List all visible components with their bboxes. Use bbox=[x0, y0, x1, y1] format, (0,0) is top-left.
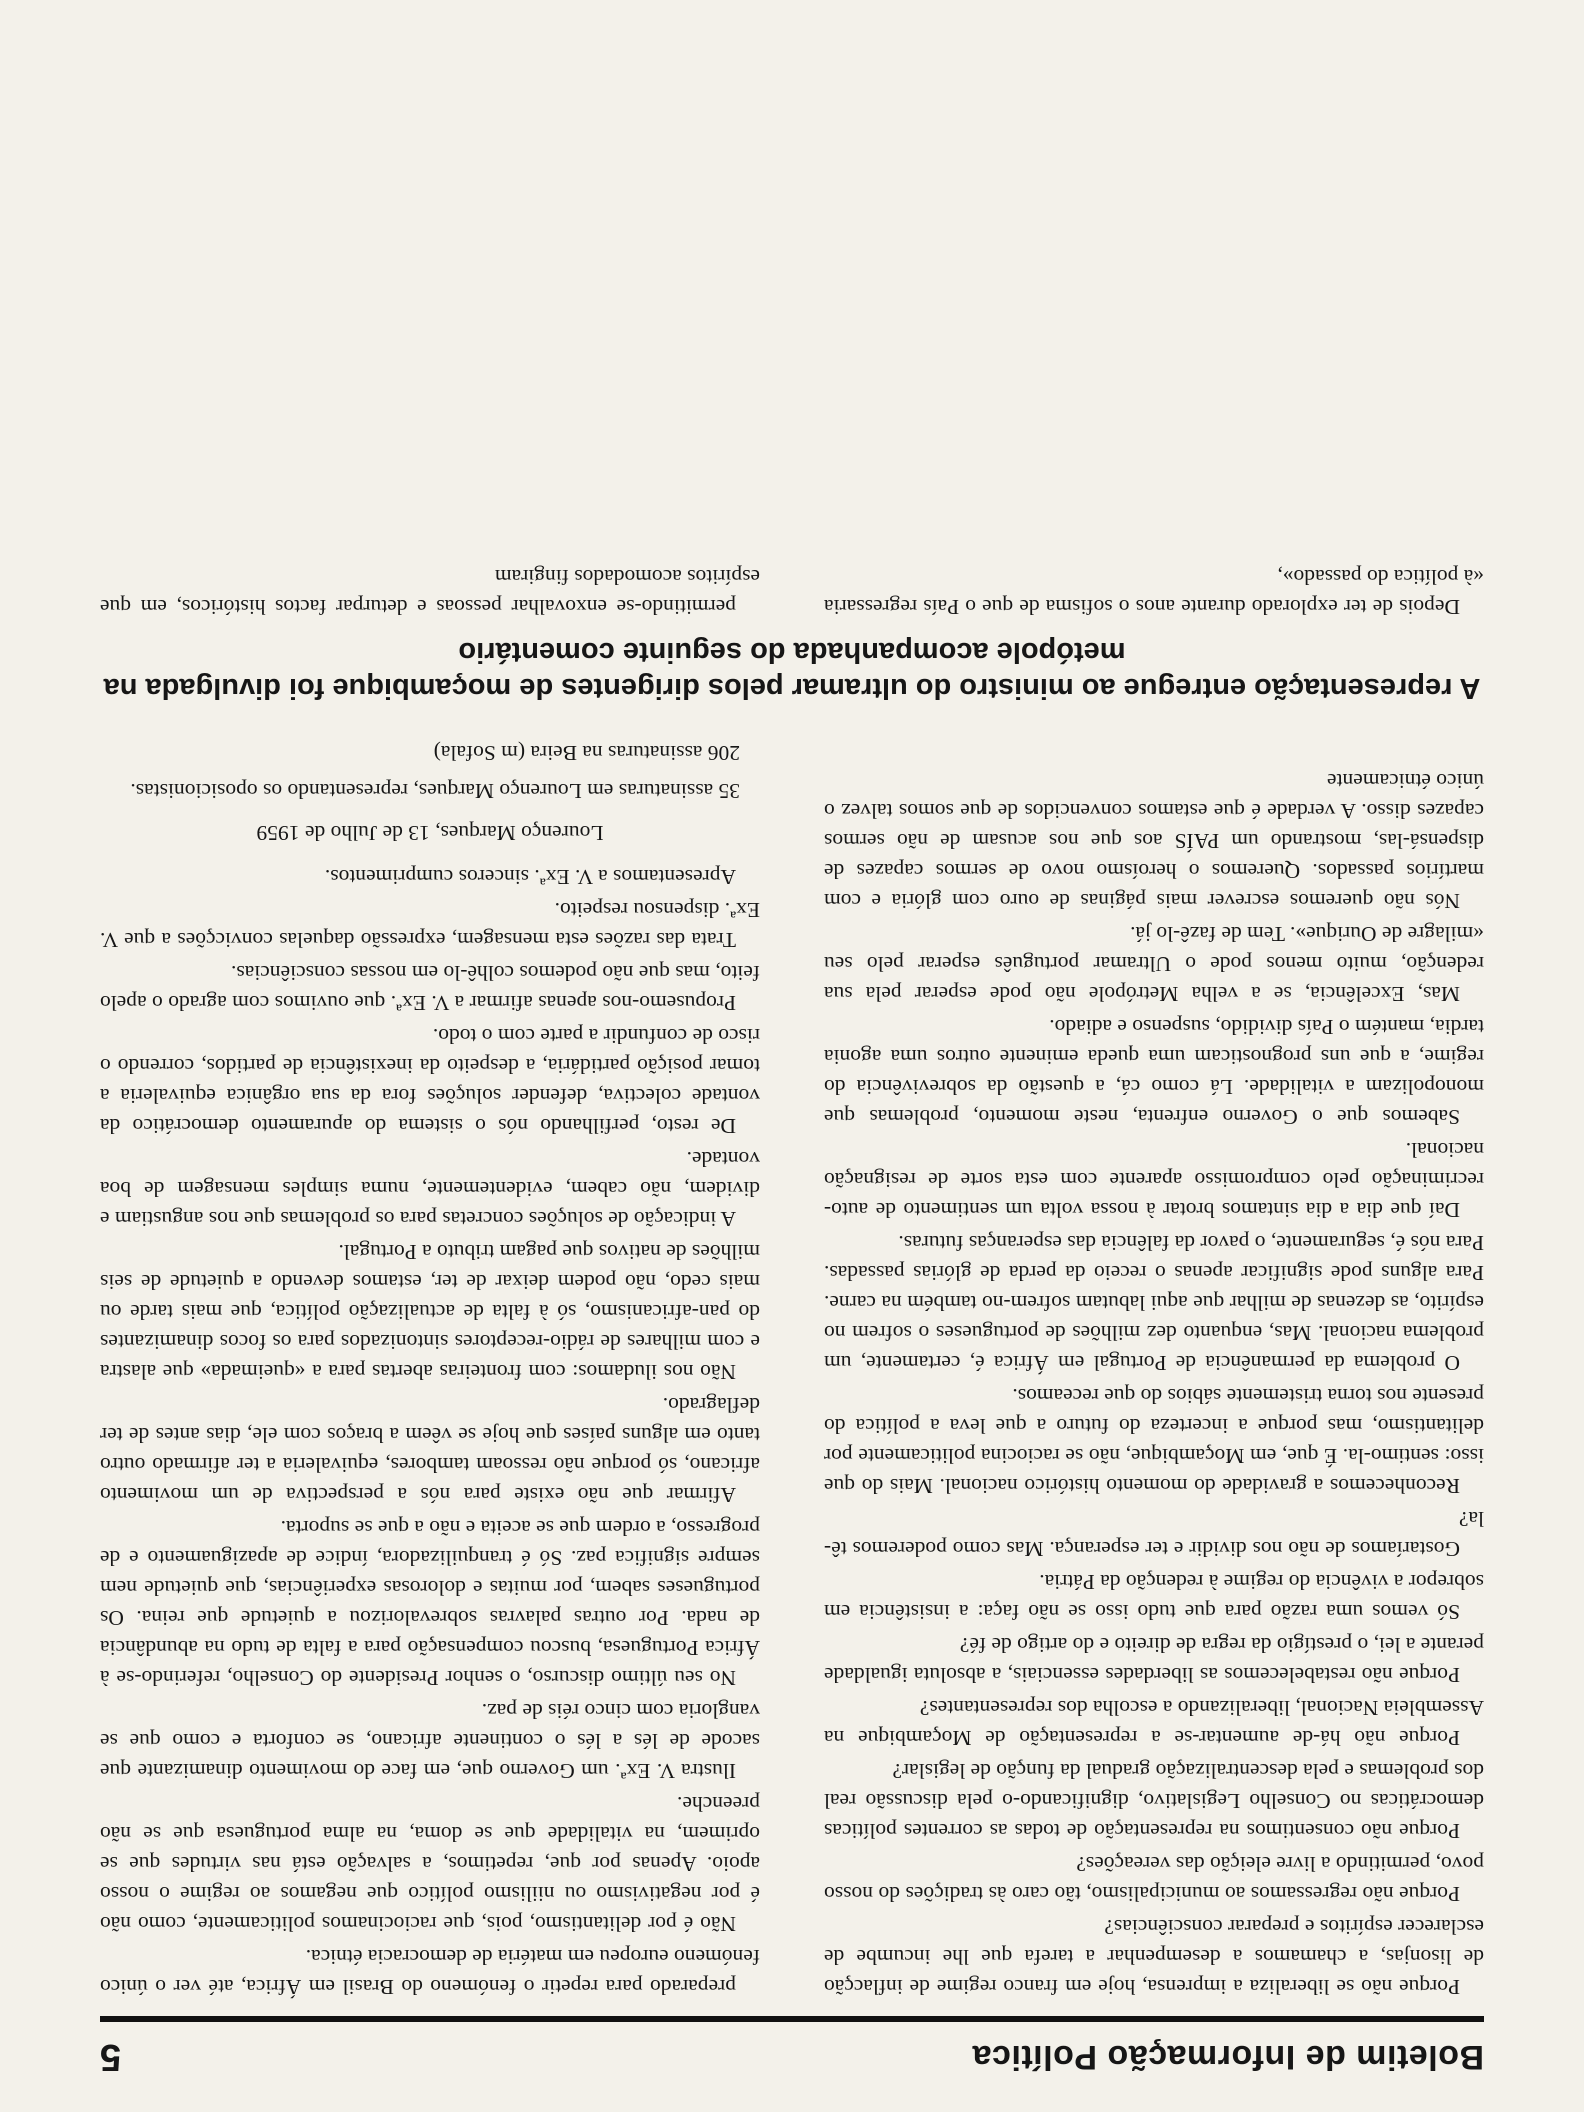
signatures-note: 206 assinaturas na Beira (m Sofala) bbox=[433, 741, 740, 765]
paragraph: No seu último discurso, o senhor Presidente do Conselho, referindo-se à África Portuguesa, buscou compensação para a falta de tudo na abundância de nada. Por outras palavras sobrevalorizou a quietude que reina. Os portugueses sabem, por muitas e dolorosas experiências, que quietude nem sempre significa paz. Só é tranquilizadora, índice de apaziguamento e de progresso, a ordem que se aceita e não a que se suporta. bbox=[100, 1516, 760, 1690]
right-column bbox=[100, 730, 760, 2002]
paragraph: O problema da permanência de Portugal em África é, certamente, um problema nacional. Mas, enquanto dez milhões de portugueses o sofrem no espírito, as dezenas de milhar que aqui labutam sofrem-no também na carne. Para alguns pode significar apenas o receio da perda de glórias passadas. Para nós é, seguramente, o pavor da falência das esperanças futuras. bbox=[824, 1231, 1484, 1375]
paragraph: A indicação de soluções concretas para os problemas que nos angustiam e dividem, não cabem, evidentemente, numa simples mensagem de boa vontade. bbox=[100, 1147, 760, 1231]
page-header bbox=[100, 2016, 1484, 2092]
article-columns bbox=[100, 730, 1484, 2002]
paragraph: Porque não se liberaliza a imprensa, hoje em franco regime de inflacção de lisonjas, a chamamos a desempenhar a tarefa que lhe incumbe de esclarecer espíritos e preparar consciências? bbox=[824, 1915, 1484, 1999]
paragraph: Trata das razões esta mensagem, expressão daquelas convicções a que V. Exª. dispensou respeito. bbox=[100, 898, 760, 952]
paragraph: Ilustra V. Exª. um Governo que, em face do movimento dinamizante que sacode de lés a lés o continente africano, se conforta e como que se vangloria com cinco réis de paz. bbox=[100, 1699, 760, 1783]
paragraph: Porque não consentimos na representação de todas as correntes políticas democráticas no Conselho Legislativo, dignificando-o pela discussão real dos problemas e pela descentralização gradual da função de legislar? bbox=[824, 1759, 1484, 1843]
paragraph: Apresentamos a V. Exª. sinceros cumprimentos. bbox=[324, 865, 736, 889]
paragraph: Porque não regressamos ao municipalismo, tão caro às tradições do nosso povo, permitindo a livre eleição das vereações? bbox=[824, 1852, 1484, 1906]
paragraph: Porque não há-de aumentar-se a representação de Moçambique na Assembleia Nacional, liberalizando a escolha dos representantes? bbox=[824, 1696, 1484, 1750]
paragraph: De resto, perfilhando nós o sistema do apuramento democrático da vontade colectiva, defender soluções fora da sua orgânica equivaleria a tomar posição partidária, a despeito da inexistência de partidos, correndo o risco de confundir a parte com o todo. bbox=[100, 1024, 760, 1138]
left-column bbox=[824, 730, 1484, 2002]
signatures-note: 35 assinaturas em Lourenço Marques, representando os oposicionistas. bbox=[130, 779, 740, 803]
paragraph: permitindo-se enxovalhar pessoas e deturpar factos históricos, em que espíritos acomodados fingiram bbox=[100, 565, 760, 619]
paragraph: Depois de ter explorado durante anos o sofisma de que o País regressaria «à política do passado», bbox=[824, 565, 1484, 619]
paragraph: Não nos iludamos: com fronteiras abertas para a «queimada» que alastra e com milhares de rádio-receptores sintonizados para os focos dinamizantes do pan-africanismo, só à falta de actualização política, que mais tarde ou mais cedo, não podem deixar de ter, estamos devendo a quietude de seis milhões de nativos que pagam tributo a Portugal. bbox=[100, 1240, 760, 1384]
paragraph: preparado para repetir o fenómeno do Brasil em África, até ver o único fenómeno europeu em matéria de democracia étnica. bbox=[100, 1945, 760, 1999]
paragraph: Mas, Excelência, se a velha Metrópole não pode esperar pela sua redenção, muito menos pode o Ultramar português esperar pelo seu «milagre de Ourique». Tem de fazê-lo já. bbox=[824, 922, 1484, 1006]
signature-line: Lourenço Marques, 13 de Julho de 1959 bbox=[256, 821, 604, 845]
paragraph: Propusemo-nos apenas afirmar a V. Exª. que ouvimos com agrado o apelo feito, mas que não podemos colhê-lo em nossas consciências. bbox=[100, 961, 760, 1015]
paragraph: Só vemos uma razão para que tudo isso se não faça: a insistência em sobrepor a vivência do regime à redenção da Pátria. bbox=[824, 1570, 1484, 1624]
paragraph: Não é por delitantismo, pois, que raciocinamos politicamente, como não é por negativismo ou niilismo político que negamos ao regime o nosso apoio. Apenas por que, repetimos, a salvação está nas virtudes que se oprimem, na vitalidade que se doma, na alma portuguesa que se não preenche. bbox=[100, 1792, 760, 1936]
paragraph: Porque não restabelecemos as liberdades essenciais, a absoluta igualdade perante a lei, o prestígio da regra de direito e do artigo de fé? bbox=[824, 1633, 1484, 1687]
paragraph: Gostaríamos de não nos dividir e ter esperança. Mas como poderemos tê-la? bbox=[824, 1507, 1484, 1561]
paragraph: Reconhecemos a gravidade do momento histórico nacional. Mais do que isso: sentimo-la. É que, em Moçambique, não se raciocina politicamente por delitantismo, mas porque a incerteza do futuro a que leva a política do presente nos torna tristemente sábios do que receamos. bbox=[824, 1384, 1484, 1498]
paragraph: Sabemos que o Governo enfrenta, neste momento, problemas que monopolizam a vitalidade. Lá como cá, a questão da sobrevivência do regime, a que uns prognosticam uma queda eminente outros uma agonia tardia, mantém o País dividido, suspenso e adiado. bbox=[824, 1015, 1484, 1129]
bottom-columns bbox=[100, 562, 1484, 622]
paragraph: Afirmar que não existe para nós a perspectiva de um movimento africano, só porque não ressoam tambores, equivaleria a ter afirmado outro tanto em alguns países que hoje se vêem a braços com ele, dias antes de ter deflagrado. bbox=[100, 1393, 760, 1507]
article-headline: A representação entregue ao ministro do ultramar pelos dirigentes de moçambique foi divulgada na metópole acompanhada do seguinte comentário bbox=[103, 636, 1481, 704]
paragraph: Daí que dia a dia sintamos brotar à nossa volta um sentimento de auto-recriminação pelo compromisso aparente com esta sorte de resignação nacional. bbox=[824, 1138, 1484, 1222]
paragraph: Nós não queremos escrever mais páginas de ouro com glória e com martírios passados. Queremos o heroísmo novo de sermos capazes de dispensá-las, mostrando um PAÍS aos que nos acusam de não sermos capazes disso. A verdade é que estamos convencidos de que somos talvez o único étnicamente bbox=[824, 769, 1484, 913]
publication-title: Boletim de Informação Política bbox=[972, 2038, 1484, 2077]
page-number: 5 bbox=[100, 2036, 122, 2079]
